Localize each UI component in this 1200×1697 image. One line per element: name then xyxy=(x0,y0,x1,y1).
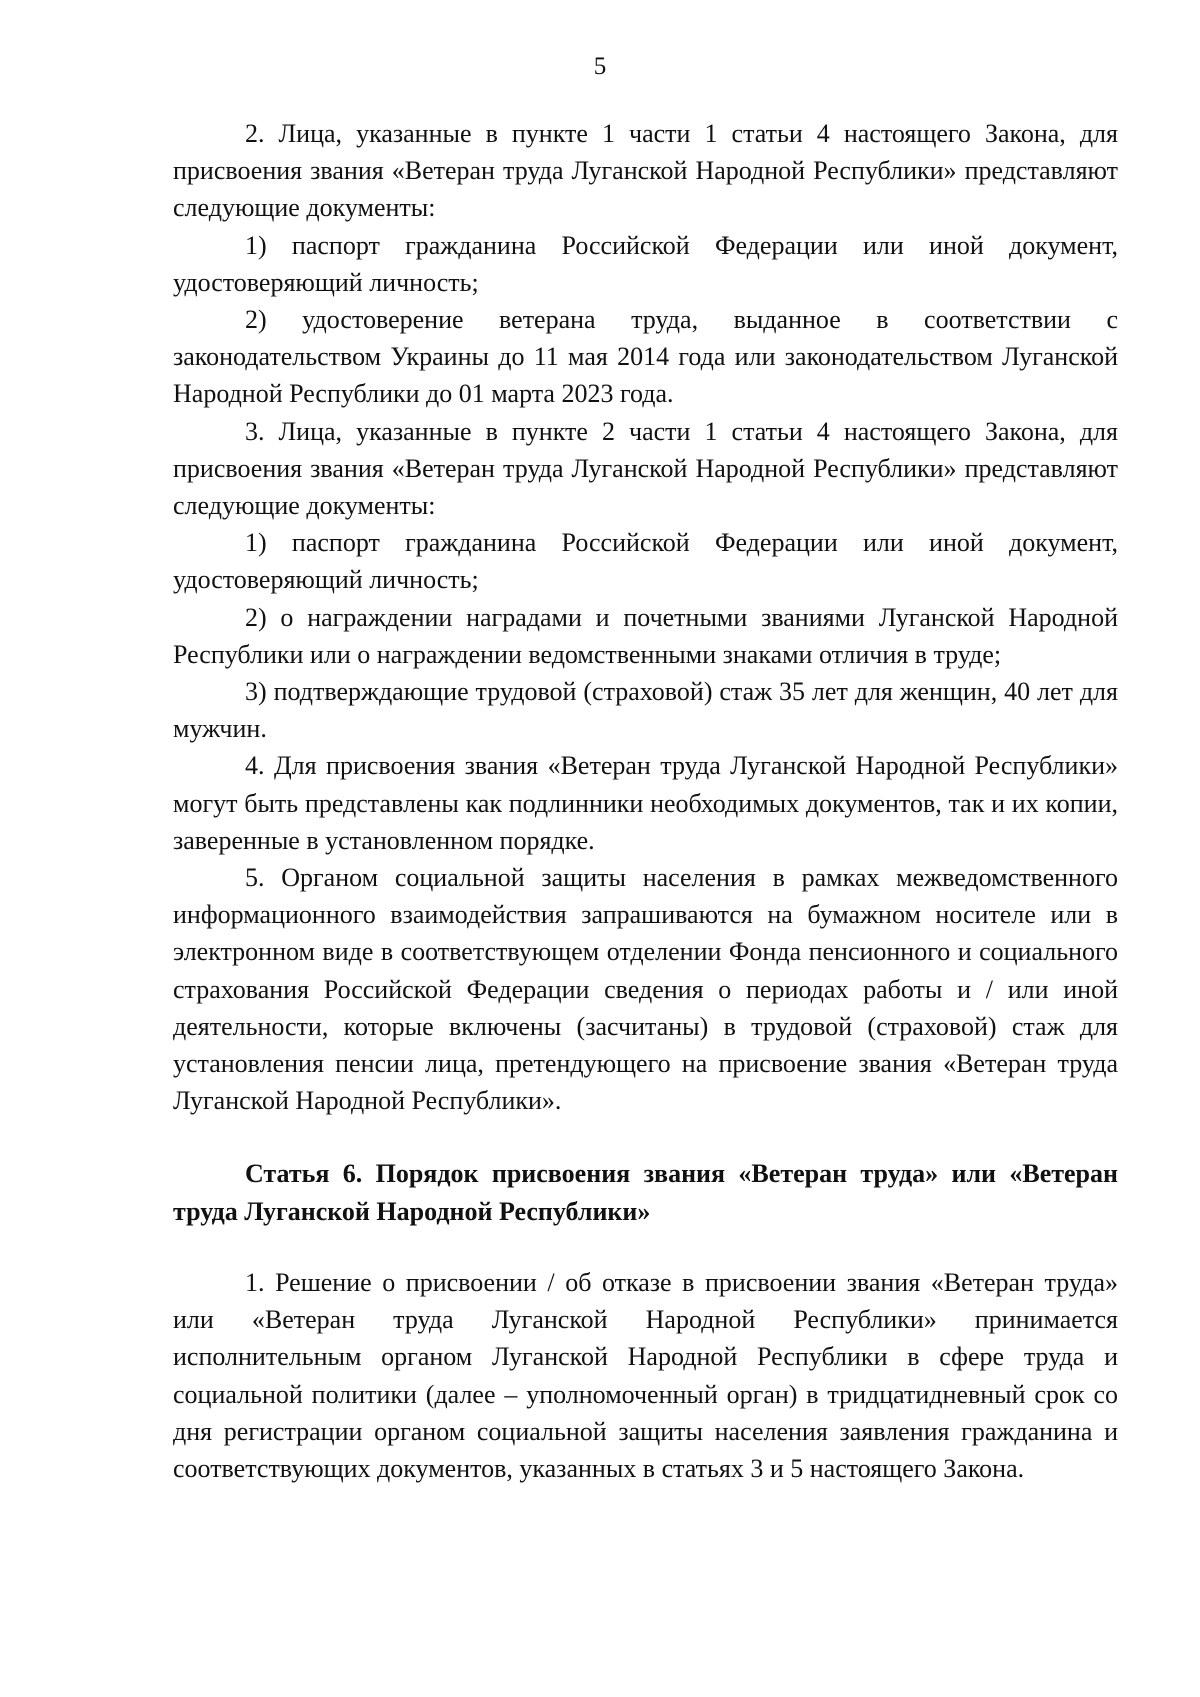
paragraph: 1) паспорт гражданина Российской Федерации или иной документ, удостоверяющий личность; xyxy=(173,230,1118,297)
page-number: 5 xyxy=(593,53,607,80)
paragraph: 1. Решение о присвоении / об отказе в присвоении звания «Ветеран труда» или «Ветеран труда Луганской Народной Республики» принимается исполнительным органом Луганской Народной Республики в сфере труда и социальной политики (далее – уполномоченный орган) в тридцатидневный срок со дня регистрации органом социальной защиты населения заявления гражданина и соответствующих документов, указанных в статьях 3 и 5 настоящего Закона. xyxy=(173,1267,1118,1483)
paragraph: 5. Органом социальной защиты населения в рамках межведомственного информационного взаимодействия запрашиваются на бумажном носителе или в электронном виде в соответствующем отделении Фонда пенсионного и социального страхования Российской Федерации сведения о периодах работы и / или иной деятельности, которые включены (засчитаны) в трудовой (страховой) стаж для установления пенсии лица, претендующего на присвоение звания «Ветеран труда Луганской Народной Республики». xyxy=(173,863,1118,1116)
paragraph: 2) о награждении наградами и почетными званиями Луганской Народной Республики или о награждении ведомственными знаками отличия в труде; xyxy=(173,602,1118,669)
paragraph: 2) удостоверение ветерана труда, выданное в соответствии с законодательством Украины до 11 мая 2014 года или законодательством Луганской Народной Республики до 01 марта 2023 года. xyxy=(173,305,1118,409)
document-body xyxy=(173,115,1118,1487)
article-heading: Статья 6. Порядок присвоения звания «Ветеран труда» или «Ветеран труда Луганской Народной Республики» xyxy=(173,1159,1118,1226)
paragraph: 3. Лица, указанные в пункте 2 части 1 статьи 4 настоящего Закона, для присвоения звания «Ветеран труда Луганской Народной Республики» представляют следующие документы: xyxy=(173,416,1118,521)
paragraph: 1) паспорт гражданина Российской Федерации или иной документ, удостоверяющий личность; xyxy=(173,528,1118,595)
paragraph: 4. Для присвоения звания «Ветеран труда Луганской Народной Республики» могут быть представлены как подлинники необходимых документов, так и их копии, заверенные в установленном порядке. xyxy=(173,751,1118,855)
paragraph: 2. Лица, указанные в пункте 1 части 1 статьи 4 настоящего Закона, для присвоения звания «Ветеран труда Луганской Народной Республики» представляют следующие документы: xyxy=(173,119,1118,223)
paragraph: 3) подтверждающие трудовой (страховой) стаж 35 лет для женщин, 40 лет для мужчин. xyxy=(173,677,1118,744)
